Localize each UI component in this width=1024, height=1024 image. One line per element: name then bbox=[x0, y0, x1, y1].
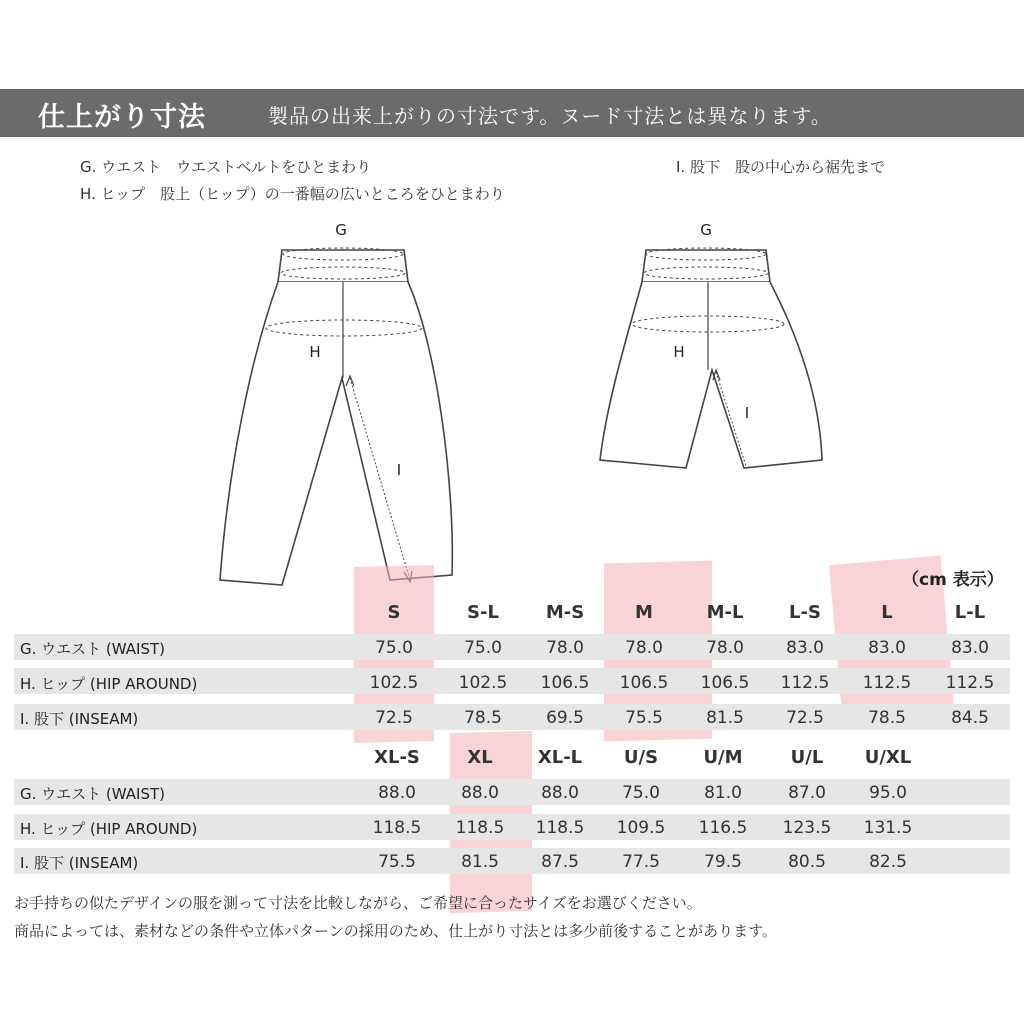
size-header: L-L bbox=[954, 602, 986, 623]
row-label-inseam: I. 股下 (INSEAM) bbox=[20, 854, 139, 872]
size-header: S bbox=[387, 602, 401, 623]
cell-inseam: 75.5 bbox=[625, 708, 663, 728]
cell-hip: 112.5 bbox=[780, 673, 830, 693]
long-label-h: H bbox=[309, 343, 321, 361]
legend-hip: H. ヒップ 股上（ヒップ）の一番幅の広いところをひとまわり bbox=[80, 185, 505, 203]
cell-inseam: 82.5 bbox=[869, 852, 907, 872]
cell-inseam: 81.5 bbox=[706, 708, 744, 728]
note-line-1: お手持ちの似たデザインの服を測って寸法を比較しながら、ご希望に合ったサイズをお選びください。 bbox=[14, 894, 702, 912]
cell-hip: 118.5 bbox=[372, 818, 422, 838]
cell-inseam: 69.5 bbox=[546, 708, 584, 728]
cell-waist: 78.0 bbox=[625, 638, 663, 658]
cell-inseam: 79.5 bbox=[704, 852, 742, 872]
cell-hip: 118.5 bbox=[535, 818, 585, 838]
cell-hip: 106.5 bbox=[619, 673, 669, 693]
size-header: U/L bbox=[790, 747, 824, 768]
cell-inseam: 80.5 bbox=[788, 852, 826, 872]
long-label-i: I bbox=[396, 461, 402, 479]
cell-hip: 102.5 bbox=[458, 673, 508, 693]
row-label-hip: H. ヒップ (HIP AROUND) bbox=[20, 820, 198, 838]
size-header: M-S bbox=[545, 602, 585, 623]
cell-waist: 78.0 bbox=[546, 638, 584, 658]
cell-waist: 88.0 bbox=[461, 783, 499, 803]
cell-hip: 131.5 bbox=[863, 818, 913, 838]
long-label-g: G bbox=[335, 221, 347, 239]
size-header: L bbox=[881, 602, 893, 623]
row-label-hip: H. ヒップ (HIP AROUND) bbox=[20, 675, 198, 693]
cell-waist: 87.0 bbox=[788, 783, 826, 803]
size-header: XL bbox=[467, 747, 493, 768]
cell-waist: 88.0 bbox=[541, 783, 579, 803]
cell-inseam: 84.5 bbox=[951, 708, 989, 728]
cell-waist: 95.0 bbox=[869, 783, 907, 803]
size-header: M bbox=[635, 602, 653, 623]
size-header: U/M bbox=[703, 747, 743, 768]
size-header: XL-L bbox=[537, 747, 583, 768]
size-header: M-L bbox=[706, 602, 744, 623]
cell-waist: 88.0 bbox=[378, 783, 416, 803]
cell-hip: 112.5 bbox=[862, 673, 912, 693]
legend-waist: G. ウエスト ウエストベルトをひとまわり bbox=[80, 158, 372, 176]
long-pants-diagram bbox=[220, 248, 452, 585]
size-header: XL-S bbox=[374, 747, 420, 768]
cell-waist: 83.0 bbox=[868, 638, 906, 658]
unit-label: （cm 表示） bbox=[902, 570, 1004, 590]
size-header: L-S bbox=[789, 602, 821, 623]
size-header: U/S bbox=[623, 747, 659, 768]
page-subtitle: 製品の出来上がりの寸法です。ヌード寸法とは異なります。 bbox=[268, 104, 832, 128]
cell-waist: 75.0 bbox=[622, 783, 660, 803]
cell-inseam: 75.5 bbox=[378, 852, 416, 872]
row-label-waist: G. ウエスト (WAIST) bbox=[20, 785, 166, 803]
pants-diagrams bbox=[0, 210, 1024, 590]
cell-inseam: 78.5 bbox=[464, 708, 502, 728]
cell-inseam: 81.5 bbox=[461, 852, 499, 872]
cell-waist: 83.0 bbox=[951, 638, 989, 658]
cell-waist: 81.0 bbox=[704, 783, 742, 803]
cell-inseam: 87.5 bbox=[541, 852, 579, 872]
cell-waist: 75.0 bbox=[375, 638, 413, 658]
cell-inseam: 78.5 bbox=[868, 708, 906, 728]
cell-inseam: 72.5 bbox=[375, 708, 413, 728]
short-label-h: H bbox=[673, 343, 685, 361]
short-label-g: G bbox=[700, 221, 712, 239]
cell-hip: 106.5 bbox=[540, 673, 590, 693]
short-pants-diagram bbox=[600, 248, 822, 468]
cell-hip: 123.5 bbox=[782, 818, 832, 838]
cell-hip: 109.5 bbox=[616, 818, 666, 838]
cell-hip: 118.5 bbox=[455, 818, 505, 838]
cell-hip: 102.5 bbox=[369, 673, 419, 693]
cell-waist: 78.0 bbox=[706, 638, 744, 658]
legend-inseam: I. 股下 股の中心から裾先まで bbox=[676, 158, 885, 176]
note-line-2: 商品によっては、素材などの条件や立体パターンの採用のため、仕上がり寸法とは多少前後することがあります。 bbox=[14, 922, 777, 940]
cell-hip: 112.5 bbox=[945, 673, 995, 693]
short-label-i: I bbox=[744, 404, 750, 422]
cell-hip: 106.5 bbox=[700, 673, 750, 693]
size-header: U/XL bbox=[864, 747, 912, 768]
cell-inseam: 77.5 bbox=[622, 852, 660, 872]
page-title: 仕上がり寸法 bbox=[38, 102, 206, 133]
header-bar bbox=[0, 89, 1024, 137]
cell-waist: 83.0 bbox=[786, 638, 824, 658]
row-label-inseam: I. 股下 (INSEAM) bbox=[20, 710, 139, 728]
size-header: S-L bbox=[467, 602, 499, 623]
cell-inseam: 72.5 bbox=[786, 708, 824, 728]
row-label-waist: G. ウエスト (WAIST) bbox=[20, 640, 166, 658]
cell-waist: 75.0 bbox=[464, 638, 502, 658]
cell-hip: 116.5 bbox=[698, 818, 748, 838]
